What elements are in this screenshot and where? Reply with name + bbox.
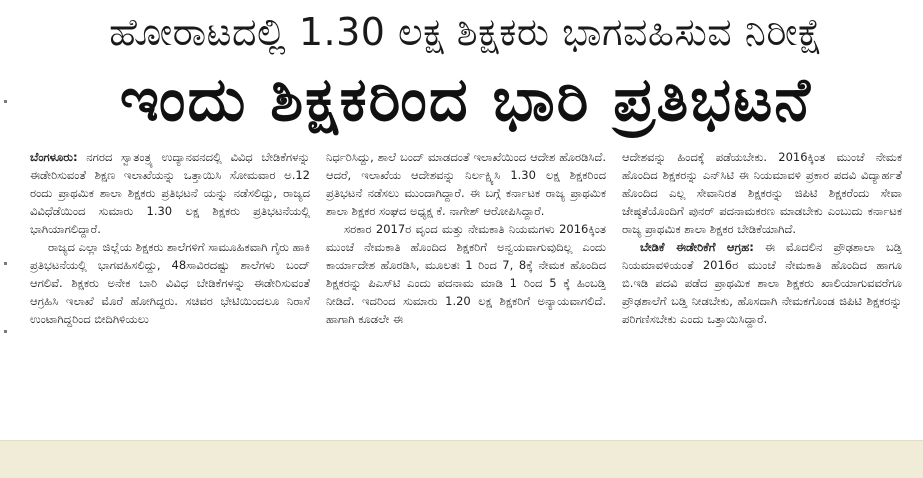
page-margin-right xyxy=(907,0,923,440)
article-column-2 xyxy=(326,148,606,440)
gutter-mark xyxy=(4,100,7,103)
article-column-1 xyxy=(30,148,310,440)
paragraph xyxy=(622,238,902,328)
paragraph-text: ನಗರದ ಸ್ವಾತಂತ್ರ್ಯ ಉದ್ಯಾನವನದಲ್ಲಿ ವಿವಿಧ ಬೇಡಿಕೆಗಳನ್ನು ಈಡೇರಿಸುವಂತೆ ಶಿಕ್ಷಣ ಇಲಾಖೆಯನ್ನು ಒತ್ತಾಯಿಸಿ ಸೋಮವಾರ ಅ.12 ರಂದು ಪ್ರಾಥಮಿಕ ಶಾಲಾ ಶಿಕ್ಷಕರು ಪ್ರತಿಭಟನೆ ಯನ್ನು ನಡೆಸಲಿದ್ದು, ರಾಜ್ಯದ ವಿವಿಧೆಡೆಯಿಂದ ಸುಮಾರು 1.30 ಲಕ್ಷ ಶಿಕ್ಷಕರು ಪ್ರತಿಭಟನೆಯಲ್ಲಿ ಭಾಗಿಯಾಗಲಿದ್ದಾರೆ. xyxy=(30,150,310,236)
news-article xyxy=(30,0,902,440)
page-gutter xyxy=(0,0,16,440)
paragraph: ನಿರ್ಧರಿಸಿದ್ದು, ಶಾಲೆ ಬಂದ್ ಮಾಡದಂತೆ ಇಲಾಖೆಯಿಂದ ಆದೇಶ ಹೊರಡಿಸಿದೆ. ಆದರೆ, ಇಲಾಖೆಯ ಆದೇಶವನ್ನು ನಿರ್ಲಕ್ಷ್ಯಿಸಿ 1.30 ಲಕ್ಷ ಶಿಕ್ಷಕರಿಂದ ಪ್ರತಿಭಟನೆ ನಡೆಸಲು ಮುಂದಾಗಿದ್ದಾರೆ. ಈ ಬಗ್ಗೆ ಕರ್ನಾಟಕ ರಾಜ್ಯ ಪ್ರಾಥಮಿಕ ಶಾಲಾ ಶಿಕ್ಷಕರ ಸಂಘದ ಅಧ್ಯಕ್ಷ ಕೆ. ನಾಗೇಶ್ ಆರೋಪಿಸಿದ್ದಾರೆ. xyxy=(326,150,606,218)
page-footer-band xyxy=(0,440,923,478)
subheading: ಬೇಡಿಕೆ ಈಡೇರಿಕೆಗೆ ಆಗ್ರಹ: xyxy=(640,240,754,254)
article-main-headline: ಇಂದು ಶಿಕ್ಷಕರಿಂದ ಭಾರಿ ಪ್ರತಿಭಟನೆ xyxy=(119,65,813,135)
paragraph: ರಾಜ್ಯದ ಎಲ್ಲಾ ಜಿಲ್ಲೆಯ ಶಿಕ್ಷಕರು ಶಾಲೆಗಳಿಗೆ ಸಾಮೂಹಿಕವಾಗಿ ಗೈರು ಹಾಕಿ ಪ್ರತಿಭಟನೆಯಲ್ಲಿ ಭಾಗವಹಿಸಲಿದ್ದು, 48ಸಾವಿರದಷ್ಟು ಶಾಲೆಗಳು ಬಂದ್ ಆಗಲಿವೆ. ಶಿಕ್ಷಕರು ಅನೇಕ ಬಾರಿ ವಿವಿಧ ಬೇಡಿಕೆಗಳನ್ನು ಈಡೇರಿಸುವಂತೆ ಆಗ್ರಹಿಸಿ ಇಲಾಖೆ ಮೊರೆ ಹೋಗಿದ್ದರು. ಸಚಿವರ ಭೇಟಿಯಿಂದಲೂ ನಿರಾಸೆ ಉಂಟಾಗಿದ್ದರಿಂದ ಬೀದಿಗಿಳಿಯಲು xyxy=(30,240,310,326)
paragraph: ಸರಕಾರ 2017ರ ವೃಂದ ಮತ್ತು ನೇಮಕಾತಿ ನಿಯಮಗಳು 2016ಕ್ಕಿಂತ ಮುಂಚೆ ನೇಮಕಾತಿ ಹೊಂದಿದ ಶಿಕ್ಷಕರಿಗೆ ಅನ್ವಯವಾಗುವುದಿಲ್ಲ ಎಂದು ಕಾರ್ಯಾದೇಶ ಹೊರಡಿಸಿ, ಮೂಲತಃ 1 ರಿಂದ 7, 8ಕ್ಕೆ ನೇಮಕ ಹೊಂದಿದ ಶಿಕ್ಷಕರನ್ನು ಪಿಎಸ್‌ಟಿ ಎಂದು ಪದನಾಮ ಮಾಡಿ 1 ರಿಂದ 5 ಕ್ಕೆ ಹಿಂಬಡ್ತಿ ನೀಡಿದೆ. ಇದರಿಂದ ಸುಮಾರು 1.20 ಲಕ್ಷ ಶಿಕ್ಷಕರಿಗೆ ಅನ್ಯಾಯವಾಗಲಿದೆ. ಹಾಗಾಗಿ ಕೂಡಲೇ ಈ xyxy=(326,222,606,326)
article-kicker-headline: ಹೋರಾಟದಲ್ಲಿ 1.30 ಲಕ್ಷ ಶಿಕ್ಷಕರು ಭಾಗವಹಿಸುವ ನಿರೀಕ್ಷೆ xyxy=(109,10,823,54)
dateline: ಬೆಂಗಳೂರು: xyxy=(30,150,78,164)
article-body xyxy=(30,148,902,440)
paragraph: ಆದೇಶವನ್ನು ಹಿಂದಕ್ಕೆ ಪಡೆಯಬೇಕು. 2016ಕ್ಕಿಂತ ಮುಂಚೆ ನೇಮಕ ಹೊಂದಿದ ಶಿಕ್ಷಕರನ್ನು ಎನ್‌ಸಿಟಿ ಈ ನಿಯಮಾವಳಿ ಪ್ರಕಾರ ಪದವಿ ವಿದ್ಯಾರ್ಹತೆ ಹೊಂದಿದ ಎಲ್ಲ ಸೇವಾನಿರತ ಶಿಕ್ಷಕರನ್ನು ಜಿಪಿಟಿ ಶಿಕ್ಷಕರೆಂದು ಸೇವಾ ಜೇಷ್ಠತೆಯೊಂದಿಗೆ ಪುನರ್ ಪದನಾಮಕರಣ ಮಾಡಬೇಕು ಎಂಬುದು ಕರ್ನಾಟಕ ರಾಜ್ಯ ಪ್ರಾಥಮಿಕ ಶಾಲಾ ಶಿಕ್ಷಕರ ಬೇಡಿಕೆಯಾಗಿದೆ. xyxy=(622,150,902,236)
paragraph xyxy=(30,148,310,238)
gutter-mark xyxy=(4,330,7,333)
article-column-3 xyxy=(622,148,902,440)
paragraph-text: ಈ ಮೊದಲಿನ ಪ್ರೌಢಶಾಲಾ ಬಡ್ತಿ ನಿಯಮಾವಳಿಯಂತೆ 2016ರ ಮುಂಚೆ ನೇಮಕಾತಿ ಹೊಂದಿದ ಹಾಗೂ ಬಿ.ಇಡಿ ಪದವಿ ಪಡೆದ ಪ್ರಾಥಮಿಕ ಶಾಲಾ ಶಿಕ್ಷಕರು ಖಾಲಿಯಾಗುವವರೆಗೂ ಪ್ರೌಢಶಾಲೆಗೆ ಬಡ್ತಿ ನೀಡಬೇಕು, ಹೊಸದಾಗಿ ನೇಮಕಗೊಂಡ ಜಿಪಿಟಿ ಶಿಕ್ಷಕರನ್ನು ಪರಿಗಣಿಸಬೇಕು ಎಂದು ಒತ್ತಾಯಿಸಿದ್ದಾರೆ. xyxy=(622,240,902,326)
gutter-mark xyxy=(4,262,7,265)
